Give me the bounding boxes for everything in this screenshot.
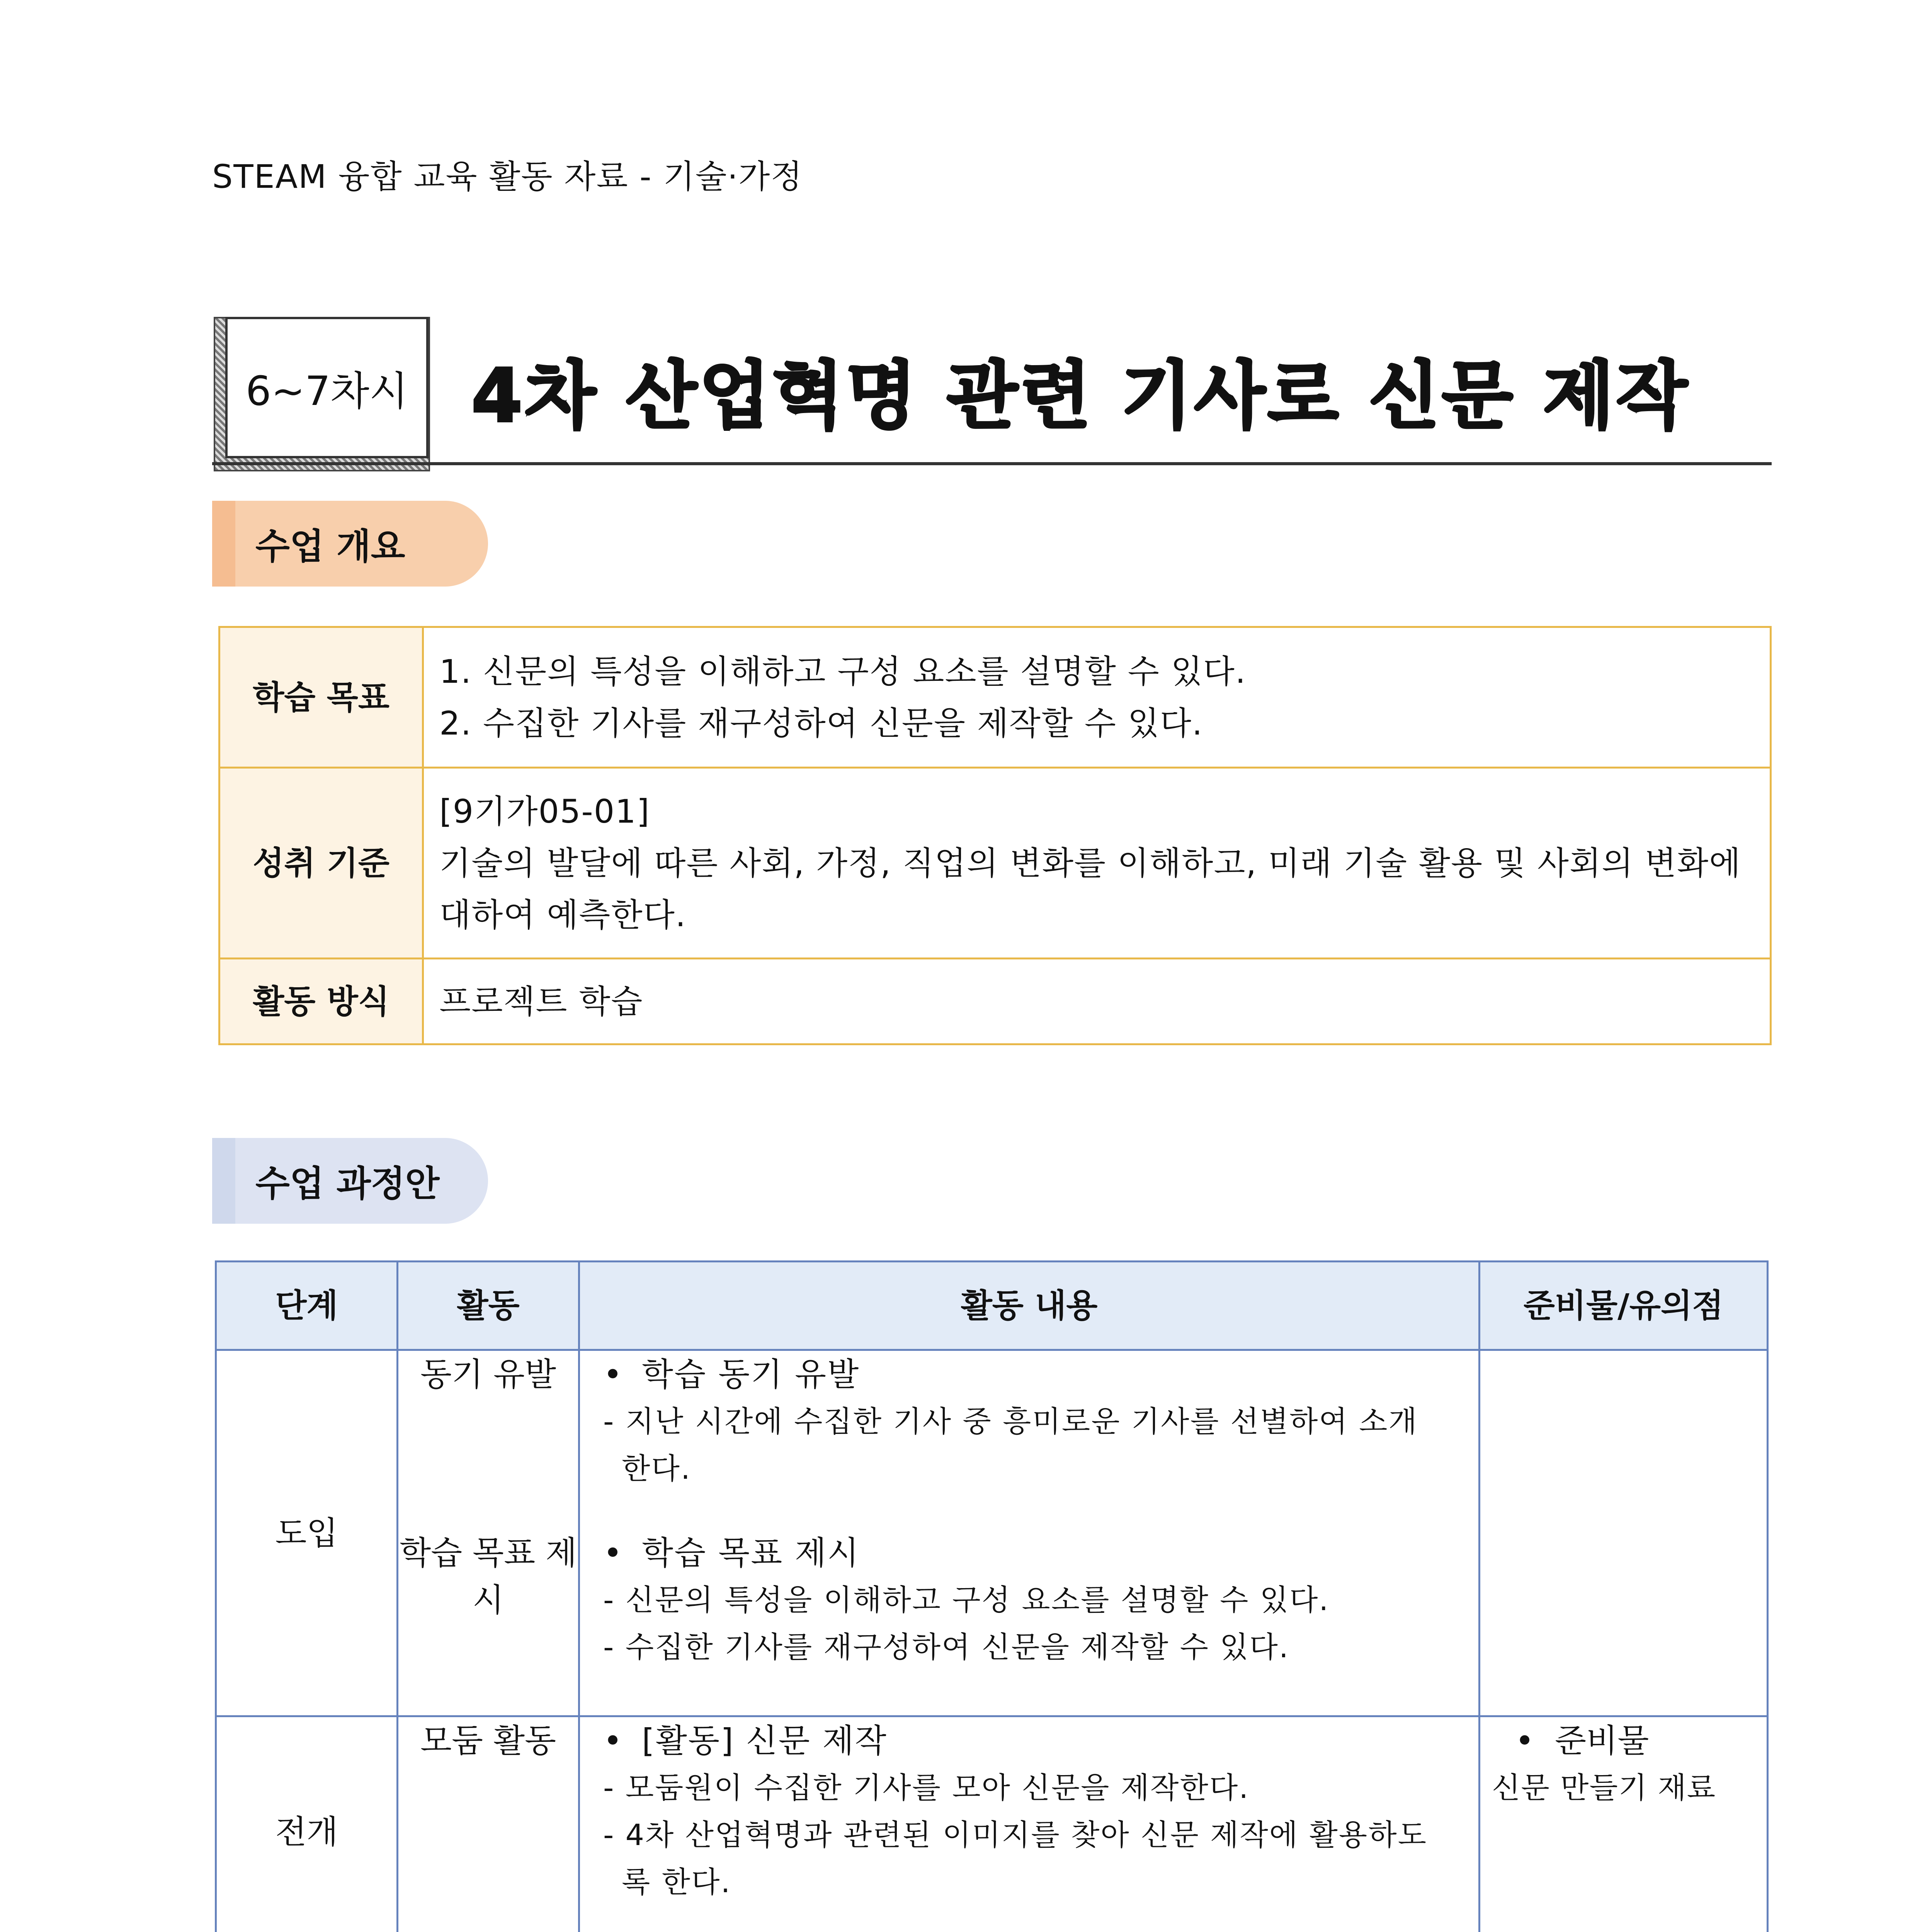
activity-label: 학습 목표 제시 [399,1534,577,1619]
bullet-item: • 학습 목표 제시 [603,1534,860,1572]
column-header-content: 활동 내용 [579,1262,1480,1350]
session-badge-label: 6~7차시 [225,317,429,458]
prep-cell [1480,1350,1768,1716]
document-header: STEAM 융합 교육 활동 자료 - 기술·가정 [212,158,803,196]
overview-label: 성취 기준 [219,768,423,959]
column-header-activity: 활동 [398,1262,579,1350]
bullet-item: • 학습 동기 유발 [603,1355,860,1393]
table-row [216,1350,1768,1716]
session-badge [214,317,430,471]
prep-bullet: • 준비물 [1515,1722,1649,1760]
column-header-prep: 준비물/유의점 [1480,1262,1768,1350]
section-heading-text: 수업 과정안 [255,1163,440,1204]
column-header-stage: 단계 [216,1262,398,1350]
page-title: 4차 산업혁명 관련 기사로 신문 제작 [471,353,1690,439]
standard-text: 기술의 발달에 따른 사회, 가정, 직업의 변화를 이해하고, 미래 기술 활용 및 사회의 변화에 대하여 예측한다. [439,844,1742,934]
overview-row-method [219,959,1771,1044]
section-heading-text: 수업 개요 [255,526,405,567]
sub-item: 한다. [622,1451,691,1486]
table-header-row [216,1262,1768,1350]
section-heading-accent [212,501,235,587]
objective-line: 1. 신문의 특성을 이해하고 구성 요소를 설명할 수 있다. [439,652,1247,690]
bullet-item: • [활동] 신문 제작 [603,1722,888,1760]
activity-label: 동기 유발 [420,1355,556,1393]
stage-cell: 전개 [216,1716,398,1932]
overview-label: 활동 방식 [219,959,423,1044]
overview-content [423,768,1771,959]
objective-line: 2. 수집한 기사를 재구성하여 신문을 제작할 수 있다. [439,704,1203,742]
overview-label: 학습 목표 [219,627,423,768]
section-heading-accent [212,1138,235,1224]
overview-row-objectives [219,627,1771,768]
standard-code: [9기가05-01] [439,792,650,830]
title-divider [212,462,1772,465]
method-text: 프로젝트 학습 [439,982,643,1020]
lesson-plan-table [215,1260,1769,1932]
overview-table [218,626,1772,1045]
sub-item: - 신문의 특성을 이해하고 구성 요소를 설명할 수 있다. [603,1583,1330,1617]
content-block [603,1529,1463,1671]
sub-item: - 지난 시간에 수집한 기사 중 흥미로운 기사를 선별하여 소개 [603,1404,1418,1439]
prep-text: 신문 만들기 재료 [1492,1770,1716,1805]
sub-item: 록 한다. [622,1865,731,1899]
activity-cell [398,1350,579,1716]
overview-content [423,627,1771,768]
sub-item: - 모둠원이 수집한 기사를 모아 신문을 제작한다. [603,1770,1250,1805]
activity-label: 모둠 활동 [420,1722,556,1760]
content-cell [579,1716,1480,1932]
sub-item: - 수집한 기사를 재구성하여 신문을 제작할 수 있다. [603,1630,1290,1664]
section-heading-process [212,1138,488,1224]
prep-cell [1480,1716,1768,1932]
sub-item: - 4차 산업혁명과 관련된 이미지를 찾아 신문 제작에 활용하도 [603,1818,1428,1852]
activity-cell [398,1716,579,1932]
content-block [603,1351,1463,1492]
overview-row-standards [219,768,1771,959]
stage-cell: 도입 [216,1350,398,1716]
content-cell [579,1350,1480,1716]
section-heading-overview [212,501,488,587]
table-row [216,1716,1768,1932]
content-block [603,1717,1463,1906]
overview-content [423,959,1771,1044]
